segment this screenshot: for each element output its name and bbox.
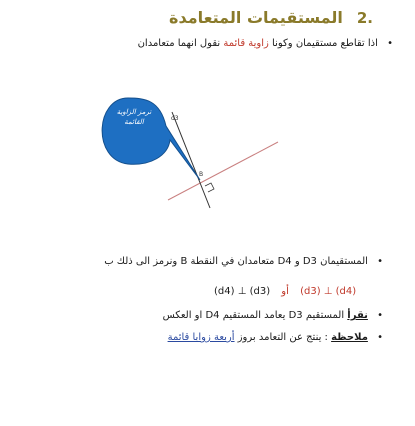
intro-part1: اذا تقاطع مستقيمان وكونا <box>268 38 378 49</box>
notation-line <box>214 286 356 297</box>
label-d3: d3 <box>171 115 179 122</box>
note-text: : ينتج عن التعامد بروز <box>234 332 332 343</box>
bullet-icon: • <box>377 256 383 267</box>
read-label: نقرأ <box>347 310 368 321</box>
right-angle-mark <box>205 183 214 192</box>
bullet-icon: • <box>377 310 383 321</box>
section-number: .2 <box>356 9 373 27</box>
bullet-icon: • <box>377 332 383 343</box>
bullet-icon: • <box>387 38 393 49</box>
intro-part2: نقول انهما متعامدان <box>137 38 224 49</box>
note <box>168 332 383 343</box>
perpendicular-figure <box>0 60 415 250</box>
note-label: ملاحظة <box>331 332 368 343</box>
read-text: المستقيم D3 يعامد المستقيم D4 او العكس <box>162 310 348 321</box>
intro-highlight: زاوية قائمة <box>223 38 269 49</box>
intro-definition <box>138 38 393 49</box>
line-d4 <box>168 142 278 200</box>
notation-right: (d3) ⊥ (d4) <box>300 286 357 297</box>
note-highlight: أربعة زوايا قائمة <box>167 332 235 343</box>
label-b: B <box>199 171 204 178</box>
line-d3 <box>172 112 210 208</box>
callout-text: ترمز الزاوية القائمة <box>116 108 152 126</box>
section-title: المستقيمات المتعامدة <box>169 8 343 27</box>
section-heading <box>169 8 373 27</box>
paragraph-perpendicular <box>104 256 383 267</box>
notation-left: (d4) ⊥ (d3) <box>214 286 271 297</box>
paragraph-text: المستقيمان D3 و D4 متعامدان في النقطة B ونرمز الى ذلك ب <box>104 256 368 267</box>
notation-or: أو <box>281 286 289 297</box>
read-as <box>163 310 383 321</box>
